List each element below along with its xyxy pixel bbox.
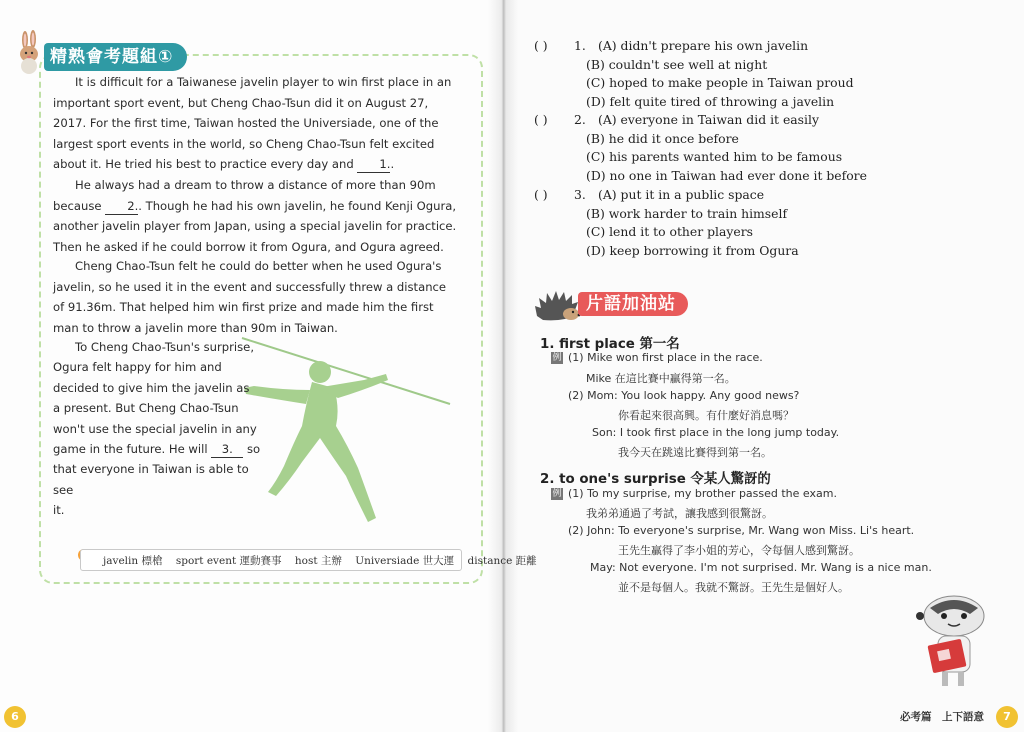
paragraph-4-line: it.	[53, 503, 65, 518]
paragraph-4-line: Ogura felt happy for him and	[53, 360, 222, 375]
example-mark: 例	[552, 353, 562, 363]
answer-paren[interactable]: ( )	[534, 112, 548, 127]
example-line: 我今天在跳遠比賽得到第一名。	[618, 446, 772, 459]
paragraph-4-line: To Cheng Chao-Tsun's surprise,	[75, 340, 255, 354]
vocab-item: distance 距離	[467, 555, 537, 567]
option-c: (C) hoped to make people in Taiwan proud	[586, 75, 854, 90]
passage-paragraph-1	[53, 72, 458, 175]
example-line: May: Not everyone. I'm not surprised. Mr. Wang is a nice man.	[590, 561, 932, 574]
option-d: (D) no one in Taiwan had ever done it before	[586, 168, 867, 183]
option-a: (A) didn't prepare his own javelin	[598, 38, 809, 53]
phrase-title-2: 2. to one's surprise 令某人驚訝的	[540, 472, 771, 487]
vocabulary-bar	[80, 549, 537, 571]
rabbit-icon	[14, 30, 46, 76]
option-a: (A) put it in a public space	[598, 187, 765, 202]
paragraph-2-end: . Though he had his own javelin, he found Kenji Ogura, another javelin player from Japan, using a special javelin for practice. Then he asked if he could borrow it from Ogura, and Ogura agreed.	[53, 198, 457, 254]
phrase-title-1: 1. first place 第一名	[540, 337, 680, 352]
question-number: 1.	[574, 38, 586, 53]
page-number-right: 7	[996, 706, 1018, 728]
answer-paren[interactable]: ( )	[534, 187, 548, 202]
option-c: (C) his parents wanted him to be famous	[586, 149, 843, 164]
vocab-item: javelin 標槍	[103, 555, 163, 567]
passage-paragraph-2	[53, 175, 458, 257]
example-line: Son: I took first place in the long jump today.	[592, 426, 840, 439]
passage-paragraph-3	[53, 256, 458, 338]
page-number-left: 6	[4, 706, 26, 728]
badger-reading-illustration	[908, 586, 1000, 690]
option-a: (A) everyone in Taiwan did it easily	[598, 112, 819, 127]
answer-paren[interactable]: ( )	[534, 38, 548, 53]
paragraph-1-text: It is difficult for a Taiwanese javelin player to win first place in an important sport event, but Cheng Chao-Tsun did it on August 27, 2017. For the first time, Taiwan hosted the Universiade, one of the largest sport events in the world, so Cheng Chao-Tsun felt excited about it. He tried his best to practice every day and	[53, 75, 452, 172]
example-line: 王先生贏得了李小姐的芳心，令每個人感到驚訝。	[618, 544, 860, 557]
vocab-item: Universiade 世大運	[355, 555, 455, 567]
hedgehog-icon	[533, 288, 581, 322]
example-line: 你看起來很高興。有什麼好消息嗎？	[618, 409, 794, 422]
option-b: (B) work harder to train himself	[586, 206, 788, 221]
example-line: 我弟弟通過了考試，讓我感到很驚訝。	[586, 507, 773, 520]
paragraph-4-line: game in the future. He will	[53, 442, 208, 457]
footer-chapter-label: 必考篇 上下語意	[900, 711, 984, 723]
paragraph-4-line: decided to give him the javelin as	[53, 380, 250, 395]
example-line: 並不是每個人。我就不驚訝。王先生是個好人。	[618, 581, 849, 594]
blank-1: 1.	[357, 157, 390, 173]
example-line: (2) John: To everyone's surprise, Mr. Wang won Miss. Li's heart.	[568, 524, 915, 537]
phrase-section-header: 片語加油站	[578, 292, 688, 316]
paragraph-4-line: won't use the special javelin in any	[53, 421, 257, 436]
option-d: (D) keep borrowing it from Ogura	[586, 243, 799, 258]
javelin-thrower-illustration	[236, 330, 456, 530]
option-d: (D) felt quite tired of throwing a javelin	[586, 94, 835, 109]
question-number: 2.	[574, 112, 586, 127]
example-line: (1) Mike won first place in the race.	[568, 351, 763, 364]
example-line: (2) Mom: You look happy. Any good news?	[568, 389, 800, 402]
example-mark: 例	[552, 489, 562, 499]
book-gutter	[488, 0, 518, 732]
option-c: (C) lend it to other players	[586, 224, 754, 239]
paragraph-4-so: so	[246, 442, 261, 457]
blank-3: 3.	[211, 442, 243, 458]
vocab-item: sport event 運動賽事	[175, 555, 282, 567]
paragraph-1-end: .	[390, 157, 395, 172]
passage-paragraph-4	[53, 337, 263, 521]
section-title: 精熟會考題組①	[44, 43, 187, 71]
vocab-item: host 主辦	[294, 555, 342, 567]
option-b: (B) couldn't see well at night	[586, 57, 768, 72]
paragraph-3-text: Cheng Chao-Tsun felt he could do better when he used Ogura's javelin, so he used it in the event and successfully threw a distance of 91.36m. That helped him win first prize and made him the first man to throw a javelin more than 90m in Taiwan.	[53, 259, 447, 335]
question-number: 3.	[574, 187, 586, 202]
example-line: (1) To my surprise, my brother passed the exam.	[568, 487, 837, 500]
paragraph-4-line: a present. But Cheng Chao-Tsun	[53, 401, 239, 416]
option-b: (B) he did it once before	[586, 131, 739, 146]
blank-2: 2.	[105, 199, 138, 215]
paragraph-2-text: He always had a dream to throw a distance of more than 90m because	[53, 178, 436, 213]
example-line: Mike 在這比賽中贏得第一名。	[586, 372, 736, 385]
paragraph-4-line: that everyone in Taiwan is able to see	[53, 462, 249, 497]
